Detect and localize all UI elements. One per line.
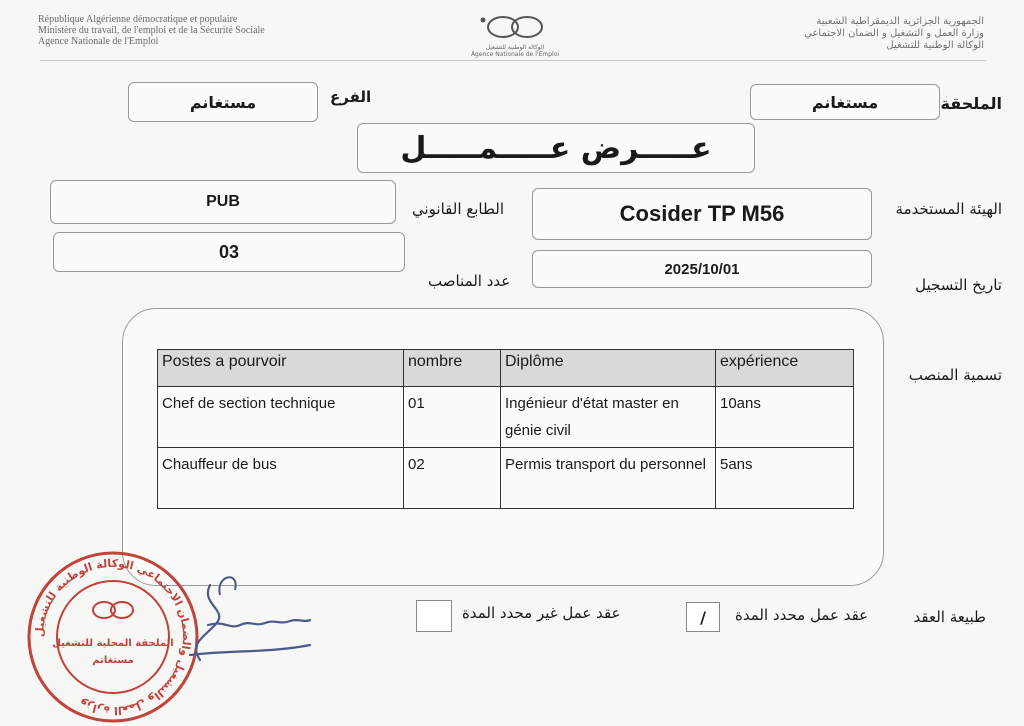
anem-logo-icon (475, 14, 555, 40)
agency-logo (445, 14, 585, 58)
cell-diplome: Ingénieur d'état master en génie civil (501, 387, 716, 448)
stamp-outer-textpath: وزارة العمل والتشغيل والضمان الاجتماعي الوكالة الوطنية للتشغيل (32, 556, 194, 718)
logo-text-ar: الوكالة الوطنية للتشغيل (485, 44, 545, 51)
stamp-inner-line1: الملحقة المحلية للتشغيل (52, 638, 174, 649)
positions-count-label: عدد المناصب (428, 272, 511, 290)
cell-poste: Chauffeur de bus (158, 448, 404, 509)
header-ar-line1: الجمهورية الجزائرية الديمقراطية الشعبية (816, 16, 984, 27)
header-fr-line2: Ministère du travail, de l'emploi et de la Sécurité Sociale (38, 25, 265, 36)
open-ended-checkbox[interactable] (416, 600, 452, 632)
table-row (158, 448, 854, 509)
branch-value: مستغانم (128, 82, 318, 122)
header-ar-line3: الوكالة الوطنية للتشغيل (886, 40, 984, 51)
annex-label: الملحقة (940, 94, 1002, 113)
registration-date-value: 2025/10/01 (532, 250, 872, 288)
contract-type-label: طبيعة العقد (913, 608, 986, 626)
header-fr-line3: Agence Nationale de l'Emploi (38, 36, 159, 47)
registration-date-label: تاريخ التسجيل (915, 276, 1002, 294)
employer-value: Cosider TP M56 (532, 188, 872, 240)
job-positions-table (157, 349, 854, 509)
fixed-term-checkbox[interactable]: / (686, 602, 720, 632)
cell-experience: 10ans (716, 387, 854, 448)
fixed-term-label: عقد عمل محدد المدة (735, 606, 869, 624)
table-row (158, 387, 854, 448)
branch-label: الفرع (330, 88, 372, 106)
header-french (38, 14, 265, 47)
cell-nombre: 01 (404, 387, 501, 448)
employer-label: الهيئة المستخدمة (895, 200, 1002, 218)
annex-value: مستغانم (750, 84, 940, 120)
col-header-nombre: nombre (404, 350, 501, 387)
cell-poste: Chef de section technique (158, 387, 404, 448)
handwritten-signature (170, 565, 320, 675)
cell-diplome: Permis transport du personnel (501, 448, 716, 509)
header-fr-line1: République Algérienne démocratique et populaire (38, 14, 238, 25)
table-header-row (158, 350, 854, 387)
col-header-experience: expérience (716, 350, 854, 387)
job-title-label: تسمية المنصب (908, 366, 1002, 384)
open-ended-label: عقد عمل غير محدد المدة (462, 604, 621, 622)
stamp-inner-line2: مستغانم (92, 655, 134, 666)
col-header-postes: Postes a pourvoir (158, 350, 404, 387)
col-header-diplome: Diplôme (501, 350, 716, 387)
legal-status-label: الطابع القانوني (412, 200, 505, 218)
positions-count-value: 03 (53, 232, 405, 272)
header-divider (40, 60, 986, 61)
stamp-logo-icon (93, 602, 133, 618)
cell-experience: 5ans (716, 448, 854, 509)
logo-text-fr: Agence Nationale de l'Emploi (470, 51, 560, 58)
legal-status-value: PUB (50, 180, 396, 224)
header-ar-line2: وزارة العمل و التشغيل و الضمان الاجتماعي (804, 28, 984, 39)
document-title: عـــــرض عـــــمـــــل (357, 123, 755, 173)
header-arabic (804, 16, 984, 52)
cell-nombre: 02 (404, 448, 501, 509)
